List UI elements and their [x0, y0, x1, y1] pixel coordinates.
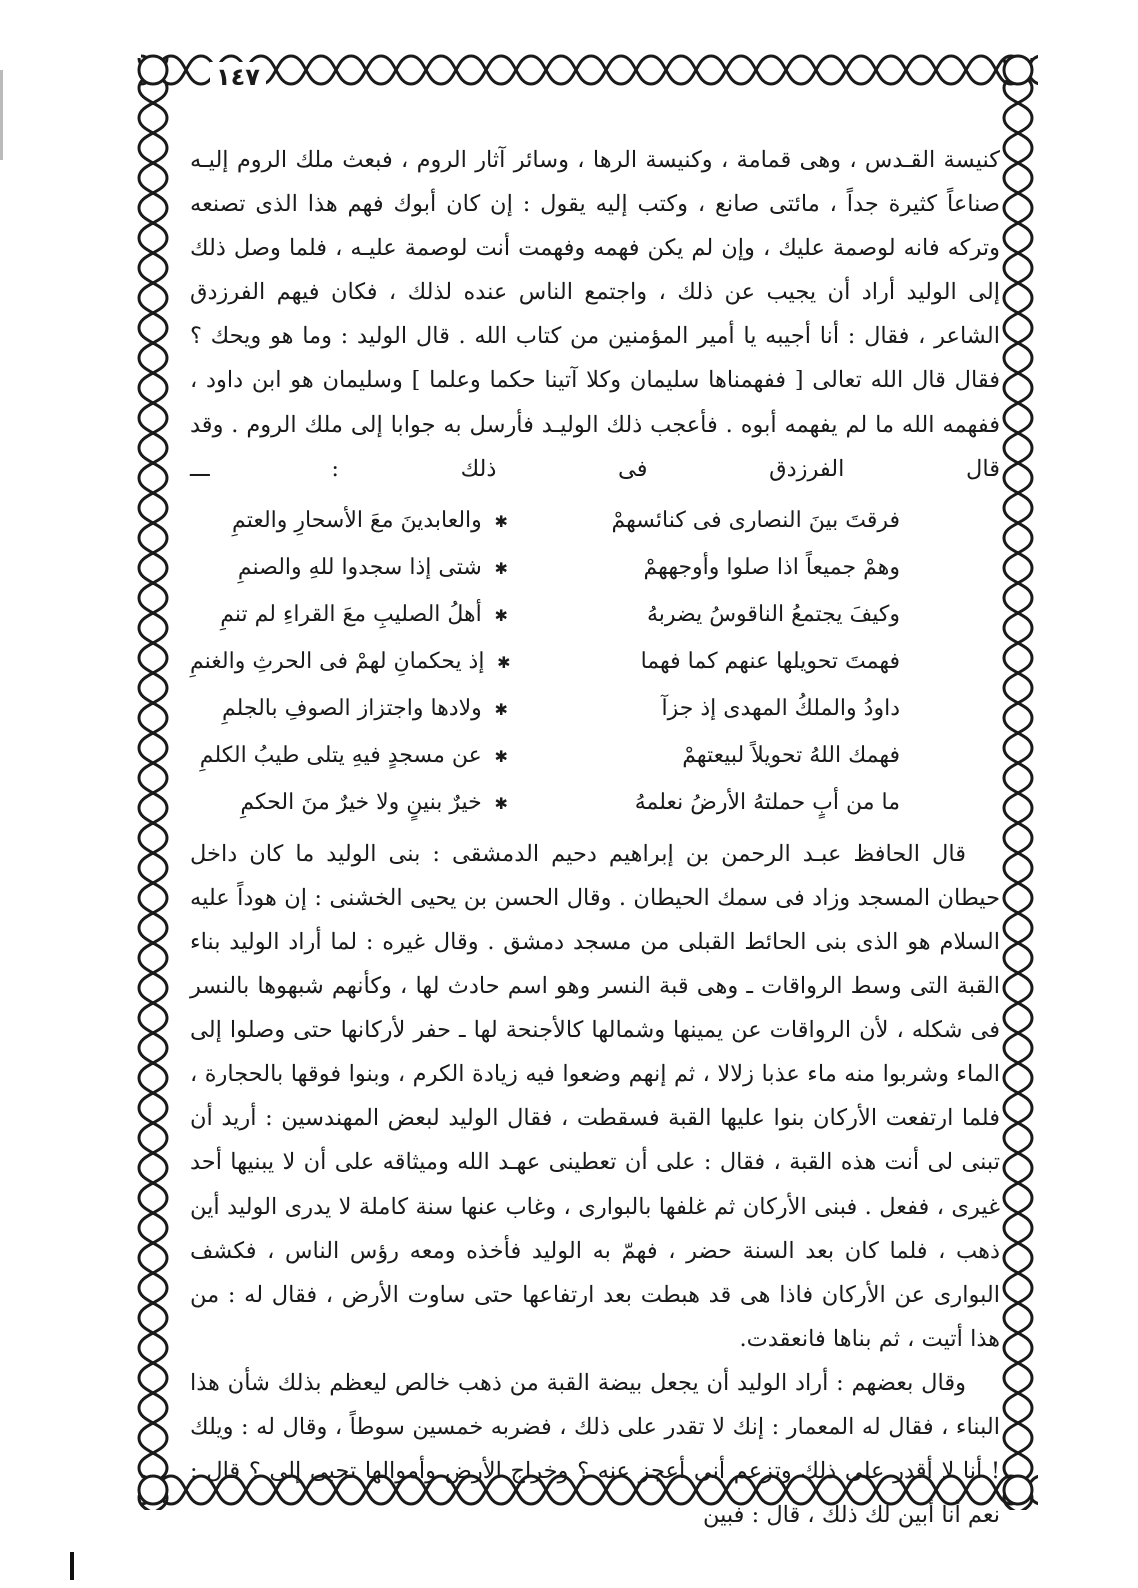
scan-edge-mark: [0, 70, 3, 160]
scan-edge-mark: [70, 1552, 74, 1580]
verse-first-hemistich: فهمك اللهُ تحويلاً لبيعتهمْ: [682, 742, 900, 768]
verse: [190, 544, 1000, 591]
star-separator-icon: ✱: [494, 746, 508, 766]
verse: [190, 638, 1000, 685]
star-separator-icon: ✱: [494, 558, 508, 578]
verse-second-hemistich: ولادها واجتزاز الصوفِ بالجلمِ: [221, 695, 482, 721]
verse: [190, 685, 1000, 732]
verse-first-hemistich: داودُ والملكُ المهدى إذ جزآ: [661, 695, 900, 721]
page-body: [190, 138, 1000, 1537]
star-separator-icon: ✱: [494, 511, 508, 531]
poem: [190, 497, 1000, 826]
verse-first-hemistich: وكيفَ يجتمعُ الناقوسُ يضربهُ: [646, 601, 900, 627]
verse-first-hemistich: فهمتَ تحويلها عنهم كما فهما: [640, 648, 900, 674]
star-separator-icon: ✱: [494, 699, 508, 719]
paragraph: كنيسة القـدس ، وهى قمامة ، وكنيسة الرها ، وسائر آثار الروم ، فبعث ملك الروم إليـه صناعاً كثيرة جداً ، مائتى صانع ، وكتب إليه يقول : إن كان أبوك فهم هذا الذى تصنعه وتركه فانه لوصمة عليك ، وإن لم يكن فهمه وفهمت أنت لوصمة عليـه ، فلما وصل ذلك إلى الوليد أراد أن يجيب عن ذلك ، واجتمع الناس عنده لذلك ، فكان فيهم الفرزدق الشاعر ، فقال : أنا أجيبه يا أمير المؤمنين من كتاب الله . قال الوليد : وما هو ويحك ؟ فقال قال الله تعالى [ ففهمناها سليمان وكلا آتينا حكما وعلما ] وسليمان هو ابن داود ، ففهمه الله ما لم يفهمه أبوه . فأعجب ذلك الوليـد فأرسل به جوابا إلى ملك الروم . وقد قال الفرزدق فى ذلك : ـــ: [190, 147, 1000, 482]
star-separator-icon: ✱: [497, 652, 511, 672]
paragraph: وقال بعضهم : أراد الوليد أن يجعل بيضة القبة من ذهب خالص ليعظم بذلك شأن هذا البناء ، فقال له المعمار : إنك لا تقدر على ذلك ، فضربه خمسين سوطاً ، وقال له : ويلك ! أنا لا أقدر على ذلك وتزعم أنى أعجز عنه ؟ وخراج الأرض وأموالها تجبى إلى ؟ قال : نعم أنا أبين لك ذلك ، قال : فبين: [190, 1369, 1000, 1529]
verse-first-hemistich: وهمْ جميعاً اذا صلوا وأوجههمْ: [643, 554, 900, 580]
verse: [190, 732, 1000, 779]
verse-first-hemistich: ما من أبٍ حملتهُ الأرضُ نعلمهُ: [634, 789, 900, 815]
verse-first-hemistich: فرقتَ بينَ النصارى فى كنائسهمْ: [611, 507, 900, 533]
star-separator-icon: ✱: [494, 605, 508, 625]
verse-second-hemistich: خيرٌ بنينٍ ولا خيرٌ منَ الحكمِ: [240, 789, 482, 815]
page-number: ١٤٧: [210, 62, 266, 92]
verse-second-hemistich: عن مسجدٍ فيهِ يتلى طيبُ الكلمِ: [199, 742, 482, 768]
verse-second-hemistich: أهلُ الصليبِ معَ القراءِ لم تنمِ: [220, 601, 482, 627]
verse-second-hemistich: شتى إذا سجدوا للهِ والصنمِ: [237, 554, 482, 580]
verse: [190, 779, 1000, 826]
verse-second-hemistich: إذ يحكمانِ لهمْ فى الحرثِ والغنمِ: [190, 648, 485, 674]
verse-second-hemistich: والعابدينَ معَ الأسحارِ والعتمِ: [232, 507, 482, 533]
star-separator-icon: ✱: [494, 793, 508, 813]
verse: [190, 497, 1000, 544]
verse: [190, 591, 1000, 638]
paragraph: قال الحافظ عبـد الرحمن بن إبراهيم دحيم الدمشقى : بنى الوليد ما كان داخل حيطان المسجد وزاد فى سمك الحيطان . وقال الحسن بن يحيى الخشنى : إن هوداً عليه السلام هو الذى بنى الحائط القبلى من مسجد دمشق . وقال غيره : لما أراد الوليد بناء القبة التى وسط الرواقات ـ وهى قبة النسر وهو اسم حادث لها ، وكأنهم شبهوها بالنسر فى شكله ، لأن الرواقات عن يمينها وشمالها كالأجنحة لها ـ حفر لأركانها حتى وصلوا إلى الماء وشربوا منه ماء عذبا زلالا ، ثم إنهم وضعوا فيه زيادة الكرم ، وبنوا فوقها بالحجارة ، فلما ارتفعت الأركان بنوا عليها القبة فسقطت ، فقال الوليد لبعض المهندسين : أريد أن تبنى لى أنت هذه القبة ، فقال : على أن تعطينى عهـد الله وميثاقه على أن لا يبنيها أحد غيرى ، ففعل . فبنى الأركان ثم غلفها بالبوارى ، وغاب عنها سنة كاملة لا يدرى الوليد أين ذهب ، فلما كان بعد السنة حضر ، فهمّ به الوليد فأخذه ومعه رؤس الناس ، فكشف البوارى عن الأركان فاذا هى قد هبطت بعد ارتفاعها حتى ساوت الأرض ، فقال له : من هذا أتيت ، ثم بناها فانعقدت.: [190, 840, 1000, 1352]
